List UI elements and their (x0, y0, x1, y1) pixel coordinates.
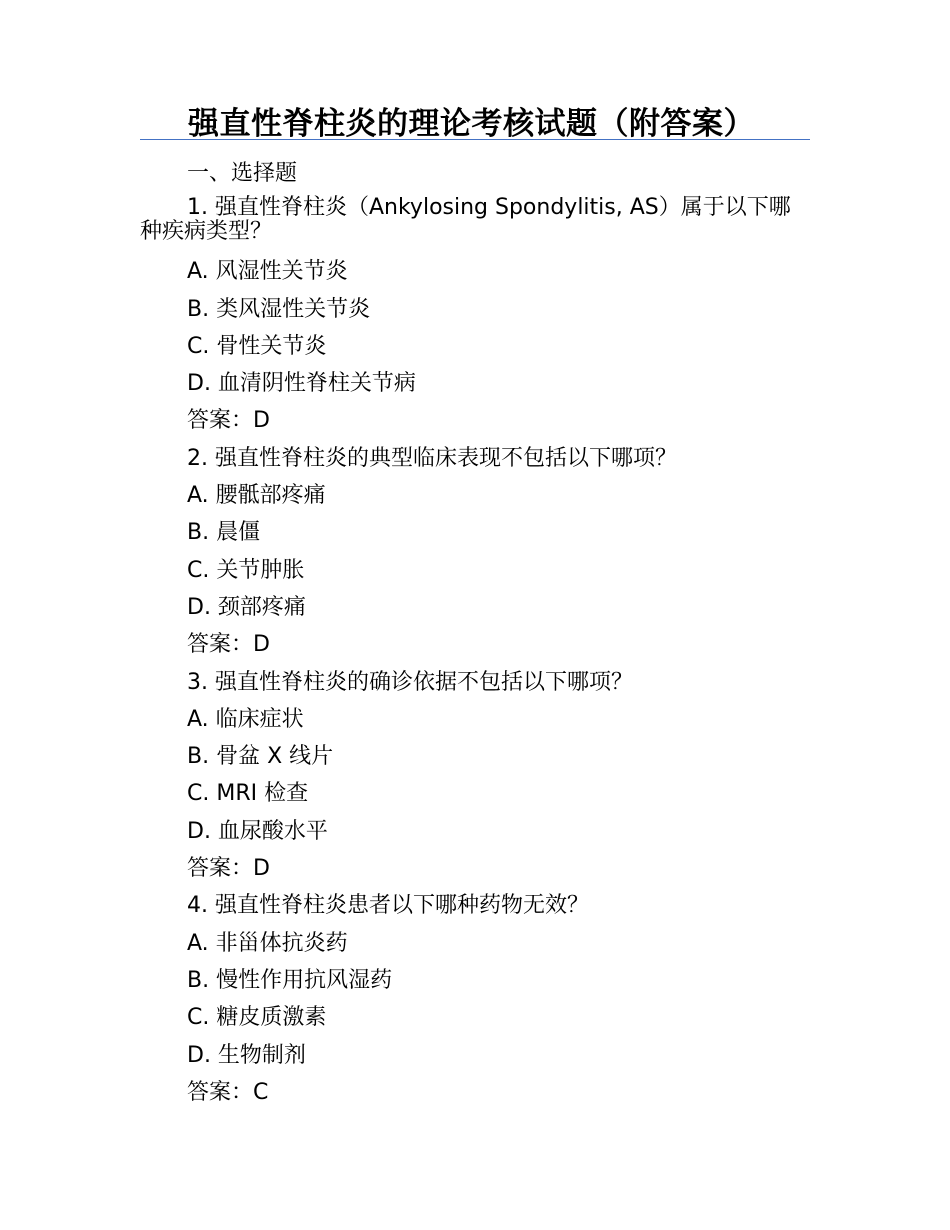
question-1-option-d: D. 血清阴性脊柱关节病 (187, 371, 416, 397)
question-4-option-c: C. 糖皮质激素 (187, 1005, 327, 1031)
question-3-option-b: B. 骨盆 X 线片 (187, 744, 334, 770)
question-2-answer: 答案：D (187, 632, 270, 658)
question-4-answer: 答案：C (187, 1079, 269, 1105)
document-body (140, 155, 810, 1111)
question-3: 3. 强直性脊柱炎的确诊依据不包括以下哪项？ (187, 669, 633, 695)
question-2-option-a: A. 腰骶部疼痛 (187, 483, 326, 509)
question-3-option-a: A. 临床症状 (187, 706, 304, 732)
question-4-option-a: A. 非甾体抗炎药 (187, 930, 348, 956)
question-4-option-b: B. 慢性作用抗风湿药 (187, 967, 393, 993)
question-3-option-d: D. 血尿酸水平 (187, 818, 328, 844)
question-3-answer: 答案：D (187, 856, 270, 882)
section-heading: 一、选择题 (187, 161, 298, 186)
question-3-option-c: C. MRI 检查 (187, 781, 309, 807)
question-1: 1. 强直性脊柱炎（Ankylosing Spondylitis, AS）属于以下哪种疾病类型？ (140, 195, 791, 245)
question-2-option-d: D. 颈部疼痛 (187, 594, 306, 620)
question-1-option-a: A. 风湿性关节炎 (187, 259, 348, 285)
question-4-option-d: D. 生物制剂 (187, 1042, 306, 1068)
question-2: 2. 强直性脊柱炎的典型临床表现不包括以下哪项？ (187, 445, 677, 471)
question-1-answer: 答案：D (187, 408, 270, 434)
question-1-option-c: C. 骨性关节炎 (187, 333, 327, 359)
question-1-option-b: B. 类风湿性关节炎 (187, 296, 371, 322)
title-underline (140, 139, 810, 140)
question-2-option-b: B. 晨僵 (187, 520, 261, 546)
question-4: 4. 强直性脊柱炎患者以下哪种药物无效？ (187, 893, 589, 919)
question-2-option-c: C. 关节肿胀 (187, 557, 305, 583)
document-title: 强直性脊柱炎的理论考核试题（附答案） (188, 106, 755, 142)
